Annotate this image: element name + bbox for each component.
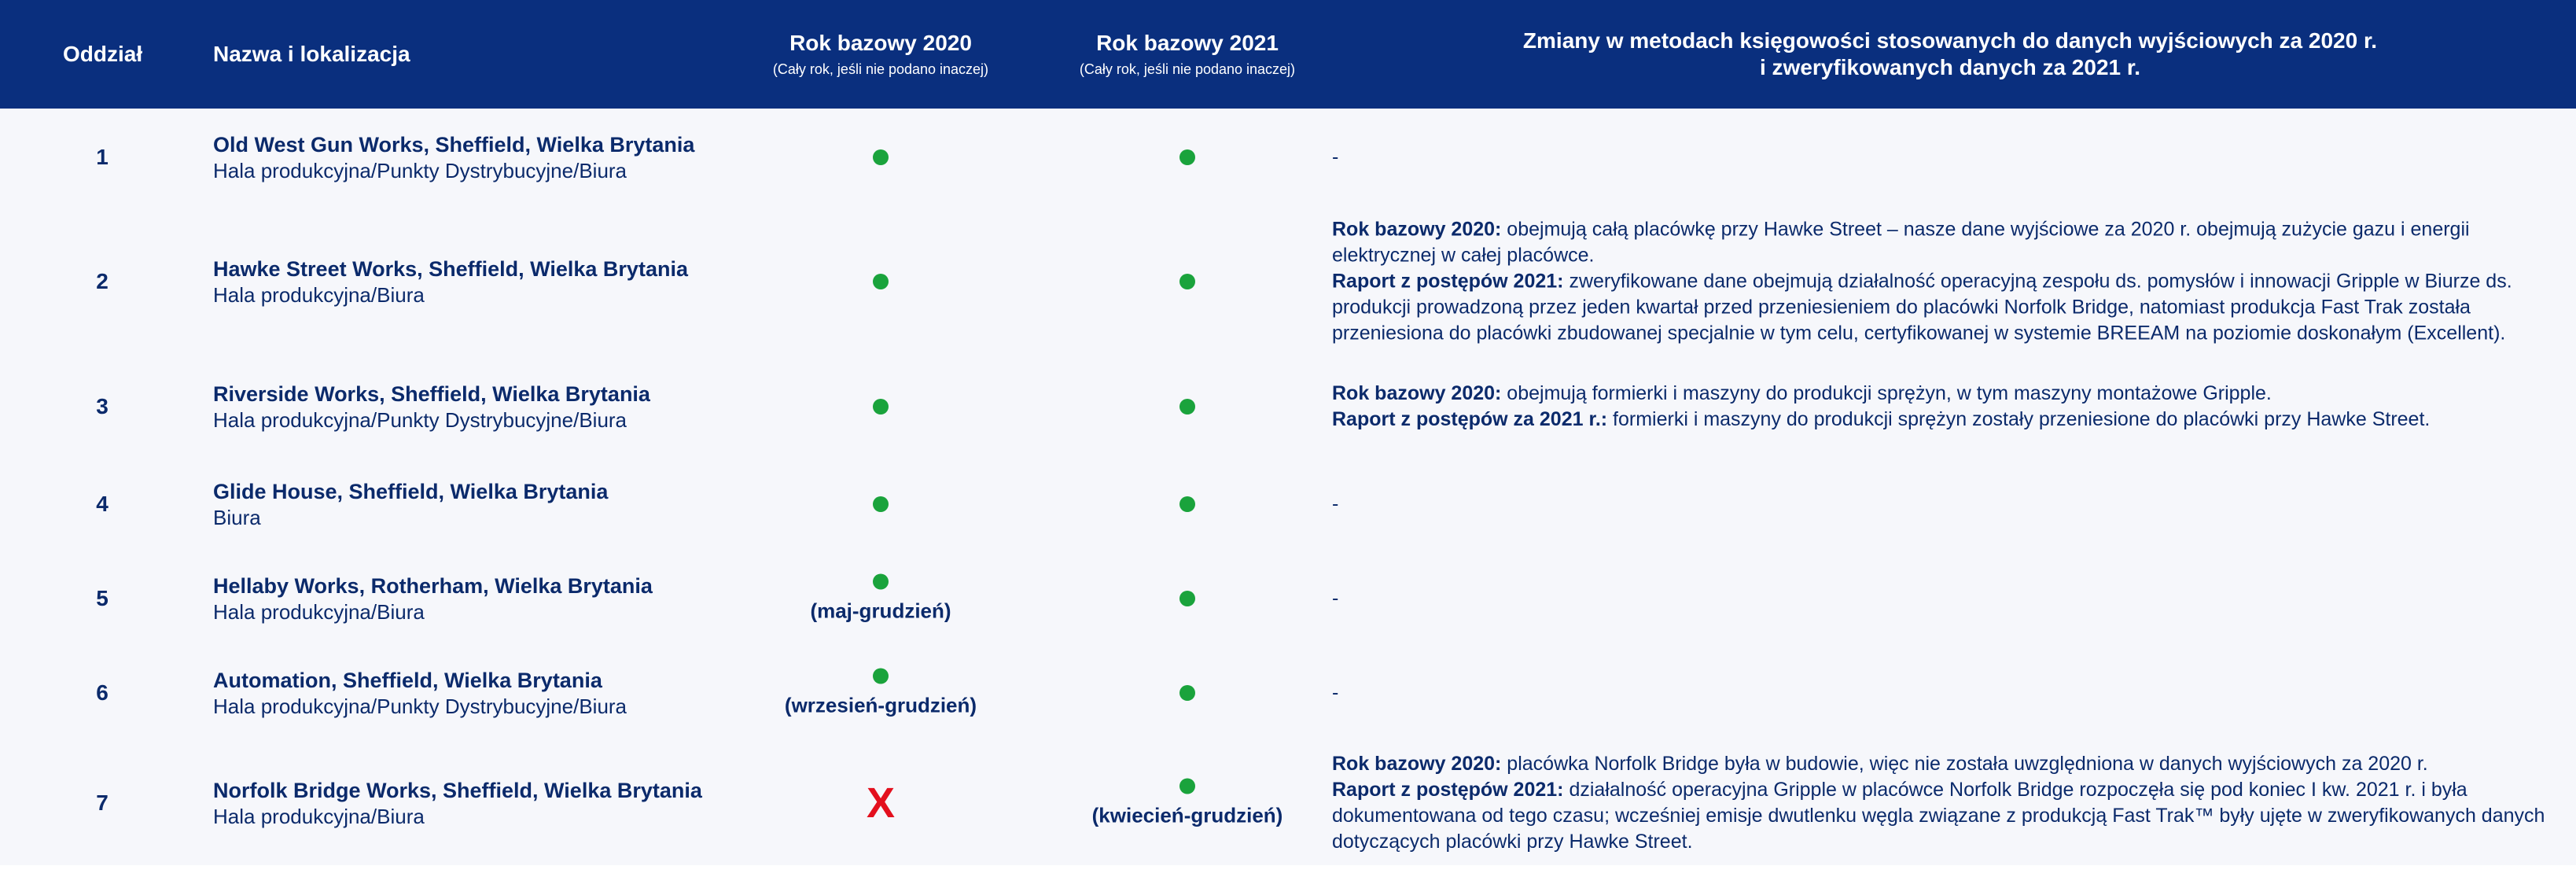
facility-type: Hala produkcyjna/Biura <box>213 805 425 828</box>
changes-text: działalność operacyjna Gripple w placówce Norfolk Bridge rozpoczęła się pod koniec I kw. 2021 r. i była dokumentowana od tego czasu; wcześniej emisje dwutlenku węgla związane z produkcją Fast Trak™ były ujęte w zweryfikowanych danych dotyczących placówki przy Hawke Street. <box>1332 779 2545 853</box>
header-2020-label: Rok bazowy 2020 <box>789 31 972 55</box>
base-year-2021-cell <box>1030 149 1345 165</box>
period-label: (kwiecień-grudzień) <box>1091 803 1283 827</box>
base-year-2020-cell <box>723 669 1038 718</box>
changes-paragraph <box>1332 777 2559 855</box>
header-branch <box>63 0 142 109</box>
changes-cell <box>1332 751 2559 855</box>
facility-location: Riverside Works, Sheffield, Wielka Brytania <box>213 382 650 406</box>
base-year-2020-cell <box>723 574 1038 624</box>
table-row <box>0 109 2576 206</box>
table-row <box>0 552 2576 645</box>
table-row <box>0 357 2576 456</box>
facility-location: Automation, Sheffield, Wielka Brytania <box>213 669 602 692</box>
changes-label: Raport z postępów 2021: <box>1332 270 1564 293</box>
facility-cell <box>213 131 716 183</box>
facility-type: Hala produkcyjna/Biura <box>213 283 425 307</box>
period-label: (maj-grudzień) <box>810 599 951 623</box>
included-dot-icon <box>1179 496 1195 512</box>
base-year-2021-cell <box>1030 496 1345 512</box>
changes-label: Rok bazowy 2020: <box>1332 753 1502 775</box>
table-row <box>0 206 2576 357</box>
base-year-2021-cell <box>1030 399 1345 415</box>
header-changes-line1: Zmiany w metodach księgowości stosowanych do danych wyjściowych za 2020 r. <box>1522 28 2378 53</box>
facility-cell <box>213 381 716 433</box>
changes-paragraph <box>1332 217 2559 269</box>
facility-cell <box>213 573 716 625</box>
period-label: (wrzesień-grudzień) <box>784 693 977 717</box>
changes-paragraph <box>1332 381 2559 407</box>
base-year-2021-cell <box>1030 685 1345 701</box>
facility-location: Hawke Street Works, Sheffield, Wielka Brytania <box>213 257 688 281</box>
branch-number: 5 <box>96 586 109 610</box>
facility-location: Norfolk Bridge Works, Sheffield, Wielka Brytania <box>213 779 702 802</box>
table-row <box>0 456 2576 552</box>
base-year-2021-cell <box>1030 779 1345 828</box>
included-dot-icon <box>873 574 889 590</box>
facility-cell <box>213 256 716 308</box>
included-dot-icon <box>873 149 889 165</box>
base-year-2020-cell <box>723 779 1038 827</box>
changes-cell: - <box>1332 681 1339 704</box>
included-dot-icon <box>1179 399 1195 415</box>
header-2021-label: Rok bazowy 2021 <box>1096 31 1279 55</box>
included-dot-icon <box>1179 779 1195 794</box>
header-base-year-2020 <box>708 0 1054 109</box>
header-name-label: Nazwa i lokalizacja <box>213 42 410 66</box>
branch-number: 2 <box>96 269 109 293</box>
base-year-2020-cell <box>723 274 1038 289</box>
base-year-2020-cell <box>723 496 1038 512</box>
included-dot-icon <box>873 669 889 684</box>
changes-cell: - <box>1332 146 1339 168</box>
facility-location: Glide House, Sheffield, Wielka Brytania <box>213 480 609 503</box>
base-year-2020-cell <box>723 399 1038 415</box>
changes-cell: - <box>1332 492 1339 515</box>
facility-cell <box>213 478 716 530</box>
facility-type: Hala produkcyjna/Punkty Dystrybucyjne/Biura <box>213 408 627 432</box>
branch-number: 6 <box>96 680 109 705</box>
changes-text: formierki i maszyny do produkcji sprężyn zostały przeniesione do placówki przy Hawke Street. <box>1607 408 2431 430</box>
changes-cell: - <box>1332 587 1339 610</box>
changes-paragraph <box>1332 751 2559 777</box>
changes-cell <box>1332 381 2559 433</box>
facility-type: Hala produkcyjna/Punkty Dystrybucyjne/Biura <box>213 159 627 182</box>
header-changes-line2: i zweryfikowanych danych za 2021 r. <box>1760 55 2140 79</box>
included-dot-icon <box>873 399 889 415</box>
changes-label: Rok bazowy 2020: <box>1332 382 1502 404</box>
changes-text: obejmują całą placówkę przy Hawke Street – nasze dane wyjściowe za 2020 r. obejmują zużycie gazu i energii elektrycznej w całej placówce. <box>1332 218 2470 267</box>
changes-paragraph <box>1332 407 2559 433</box>
header-2020-sub: (Cały rok, jeśli nie podano inaczej) <box>772 61 989 77</box>
facility-type: Biura <box>213 506 261 529</box>
header-branch-label: Oddział <box>63 42 143 66</box>
facility-cell <box>213 777 716 829</box>
facility-type: Hala produkcyjna/Punkty Dystrybucyjne/Biura <box>213 695 627 718</box>
branch-number: 7 <box>96 790 109 815</box>
changes-cell <box>1332 217 2559 347</box>
included-dot-icon <box>873 274 889 289</box>
branch-number: 1 <box>96 145 109 169</box>
base-year-2020-cell <box>723 149 1038 165</box>
branch-number: 3 <box>96 394 109 418</box>
header-name <box>213 0 685 109</box>
not-included-x-icon: X <box>866 779 896 827</box>
base-year-2021-cell <box>1030 591 1345 606</box>
header-base-year-2021 <box>1014 0 1360 109</box>
header-2021-sub: (Cały rok, jeśli nie podano inaczej) <box>1079 61 1296 77</box>
base-year-2021-cell <box>1030 274 1345 289</box>
changes-label: Raport z postępów za 2021 r.: <box>1332 408 1608 430</box>
table-row <box>0 741 2576 865</box>
table-header <box>0 0 2576 109</box>
branch-number: 4 <box>96 492 109 516</box>
facility-location: Old West Gun Works, Sheffield, Wielka Brytania <box>213 133 695 157</box>
header-changes <box>1329 0 2571 109</box>
facility-cell <box>213 667 716 719</box>
changes-label: Raport z postępów 2021: <box>1332 779 1564 801</box>
changes-text: obejmują formierki i maszyny do produkcji sprężyn, w tym maszyny montażowe Gripple. <box>1501 382 2272 404</box>
included-dot-icon <box>1179 685 1195 701</box>
changes-text: placówka Norfolk Bridge była w budowie, więc nie została uwzględniona w danych wyjściowych za 2020 r. <box>1501 753 2428 775</box>
table-row <box>0 645 2576 741</box>
included-dot-icon <box>1179 274 1195 289</box>
changes-paragraph <box>1332 269 2559 347</box>
facility-location: Hellaby Works, Rotherham, Wielka Brytania <box>213 574 653 598</box>
included-dot-icon <box>873 496 889 512</box>
changes-text: zweryfikowane dane obejmują działalność operacyjną zespołu ds. pomysłów i innowacji Gripple w Biurze ds. produkcji prowadzoną przez jeden kwartał przed przeniesieniem do placówki Norfolk Bridge, natomiast produkcja Fast Trak została przeniesiona do placówki zbudowanej specjalnie w tym celu, certyfikowanej w systemie BREEAM na poziomie doskonałym (Excellent). <box>1332 270 2512 345</box>
included-dot-icon <box>1179 591 1195 606</box>
changes-label: Rok bazowy 2020: <box>1332 218 1502 241</box>
included-dot-icon <box>1179 149 1195 165</box>
facility-type: Hala produkcyjna/Biura <box>213 600 425 624</box>
